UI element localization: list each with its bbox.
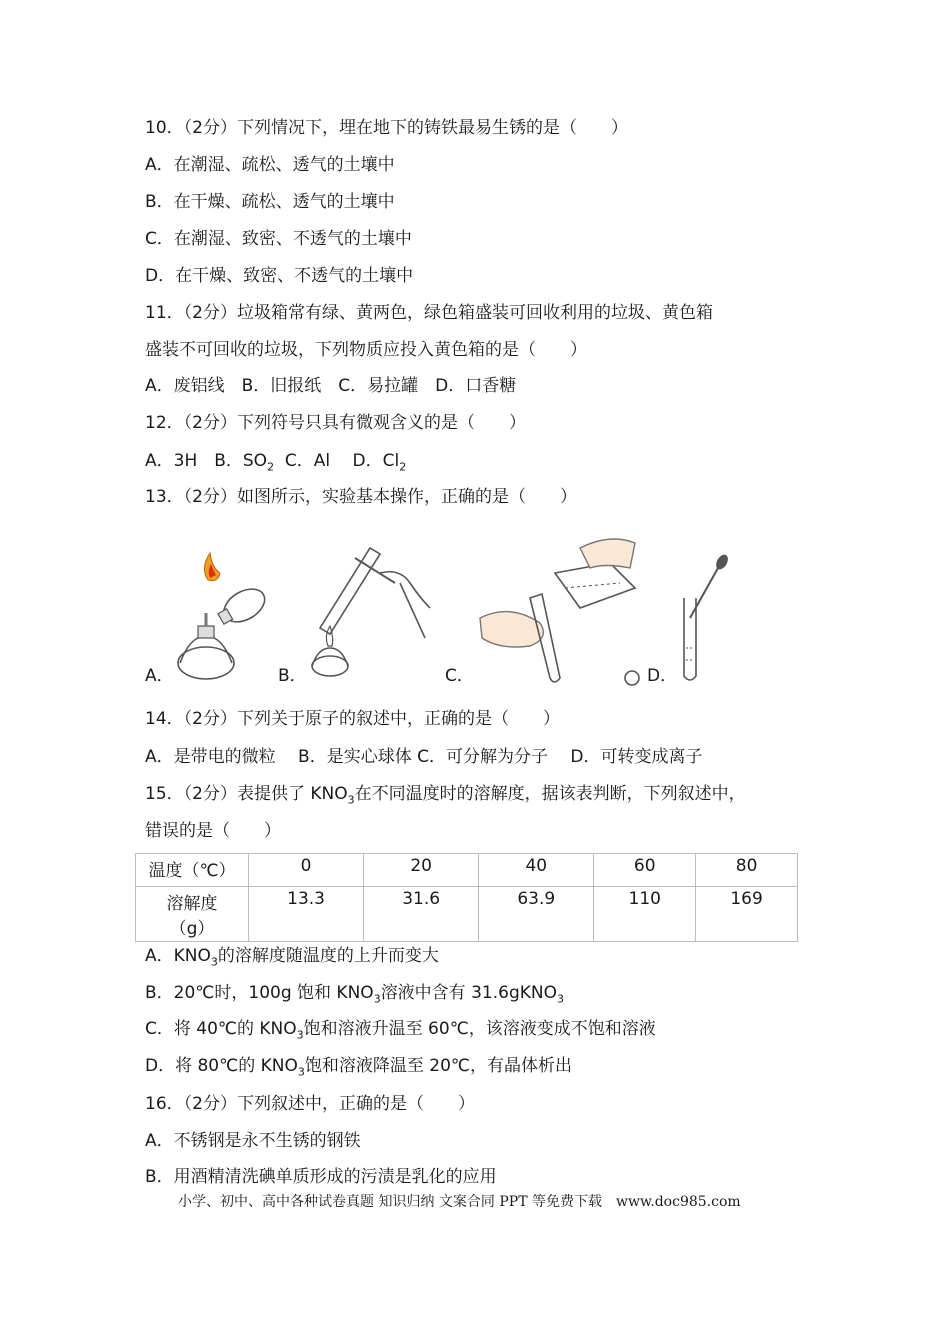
table-cell: 31.6 bbox=[364, 887, 479, 942]
table-header-cell: 60 bbox=[594, 854, 696, 887]
figure-d-label: D． bbox=[647, 666, 678, 686]
table-row bbox=[136, 854, 798, 887]
footer-link[interactable]: 小学、初中、高中各种试卷真题 知识归纳 文案合同 PPT 等免费下载 www.doc985.com bbox=[178, 1194, 741, 1210]
figure-a-label: A． bbox=[145, 666, 174, 686]
figure-b-label: B． bbox=[278, 666, 307, 686]
q12-stem: 12．（2分）下列符号只具有微观含义的是（ ） bbox=[145, 413, 526, 433]
q14-options: A．是带电的微粒 B．是实心球体 C．可分解为分子 D．可转变成离子 bbox=[145, 747, 703, 767]
q12-opt-a: A．3H B．SO bbox=[145, 451, 268, 471]
q13-stem: 13．（2分）如图所示，实验基本操作，正确的是（ ） bbox=[145, 487, 577, 507]
figure-d-dropper bbox=[670, 528, 730, 688]
table-cell: 13.3 bbox=[249, 887, 364, 942]
q10-option-b: B．在干燥、疏松、透气的土壤中 bbox=[145, 192, 395, 212]
table-header-cell: 40 bbox=[479, 854, 594, 887]
q15-c-pre: C．将 40℃的 KNO bbox=[145, 1019, 297, 1039]
q10-option-c: C．在潮湿、致密、不透气的土壤中 bbox=[145, 229, 412, 249]
q10-option-d: D．在干燥、致密、不透气的土壤中 bbox=[145, 266, 414, 286]
q15-stem-pre: 15．（2分）表提供了 KNO bbox=[145, 784, 348, 804]
table-cell: 110 bbox=[594, 887, 696, 942]
q15-stem-post: 在不同温度时的溶解度，据该表判断，下列叙述中， bbox=[354, 784, 746, 804]
q10-stem: 10．（2分）下列情况下，埋在地下的铸铁最易生锈的是（ ） bbox=[145, 118, 628, 138]
q15-b-sub2: 3 bbox=[556, 992, 564, 1006]
figure-c-label: C． bbox=[445, 666, 474, 686]
q15-b-mid: 溶液中含有 31.6gKNO bbox=[380, 983, 557, 1003]
q15-b-pre: B．20℃时，100g 饱和 KNO bbox=[145, 983, 374, 1003]
q14-stem: 14．（2分）下列关于原子的叙述中，正确的是（ ） bbox=[145, 709, 560, 729]
figure-b-heating-test-tube bbox=[300, 528, 440, 688]
q15-stem-sub: 3 bbox=[347, 793, 355, 807]
q15-c-post: 饱和溶液升温至 60℃，该溶液变成不饱和溶液 bbox=[303, 1019, 656, 1039]
q15-stem-line1 bbox=[145, 783, 746, 805]
table-cell: 169 bbox=[696, 887, 798, 942]
q15-option-c bbox=[145, 1018, 656, 1040]
q16-stem: 16．（2分）下列叙述中，正确的是（ ） bbox=[145, 1094, 475, 1114]
q16-option-b: B．用酒精清洗碘单质形成的污渍是乳化的应用 bbox=[145, 1167, 497, 1187]
table-header-cell: 温度（℃） bbox=[136, 854, 249, 887]
q16-option-a: A．不锈钢是永不生锈的钢铁 bbox=[145, 1131, 361, 1151]
table-header-cell: 20 bbox=[364, 854, 479, 887]
q12-sub-b: 2 bbox=[399, 460, 407, 474]
q15-a-pre: A．KNO bbox=[145, 946, 211, 966]
figure-a-alcohol-lamp bbox=[170, 528, 280, 688]
q12-opt-b: C．Al D．Cl bbox=[274, 451, 400, 471]
table-header-cell: 80 bbox=[696, 854, 798, 887]
q15-option-b bbox=[145, 982, 564, 1004]
q15-d-post: 饱和溶液降温至 20℃，有晶体析出 bbox=[304, 1056, 573, 1076]
table-cell: 63.9 bbox=[479, 887, 594, 942]
q12-options bbox=[145, 450, 406, 472]
q15-stem-line2: 错误的是（ ） bbox=[145, 821, 281, 841]
q12-sub-a: 2 bbox=[267, 460, 275, 474]
figure-c-pouring-liquid bbox=[470, 528, 645, 688]
q15-option-d bbox=[145, 1055, 572, 1077]
table-header-cell: 0 bbox=[249, 854, 364, 887]
q15-c-sub: 3 bbox=[296, 1028, 304, 1042]
row-label-line2: （g） bbox=[169, 919, 215, 939]
table-row bbox=[136, 887, 798, 942]
table-row-label bbox=[136, 887, 249, 942]
q15-d-pre: D．将 80℃的 KNO bbox=[145, 1056, 298, 1076]
q10-option-a: A．在潮湿、疏松、透气的土壤中 bbox=[145, 155, 395, 175]
q11-options: A．废铝线 B．旧报纸 C．易拉罐 D．口香糖 bbox=[145, 376, 517, 396]
q11-stem-line1: 11．（2分）垃圾箱常有绿、黄两色，绿色箱盛装可回收利用的垃圾、黄色箱 bbox=[145, 303, 713, 323]
q15-option-a bbox=[145, 945, 439, 967]
q11-stem-line2: 盛装不可回收的垃圾，下列物质应投入黄色箱的是（ ） bbox=[145, 340, 587, 360]
q15-b-sub: 3 bbox=[373, 992, 381, 1006]
q15-a-post: 的溶解度随温度的上升而变大 bbox=[217, 946, 439, 966]
q15-d-sub: 3 bbox=[297, 1065, 305, 1079]
row-label-line1: 溶解度 bbox=[166, 894, 218, 914]
solubility-table bbox=[135, 853, 798, 942]
q15-a-sub: 3 bbox=[210, 955, 218, 969]
